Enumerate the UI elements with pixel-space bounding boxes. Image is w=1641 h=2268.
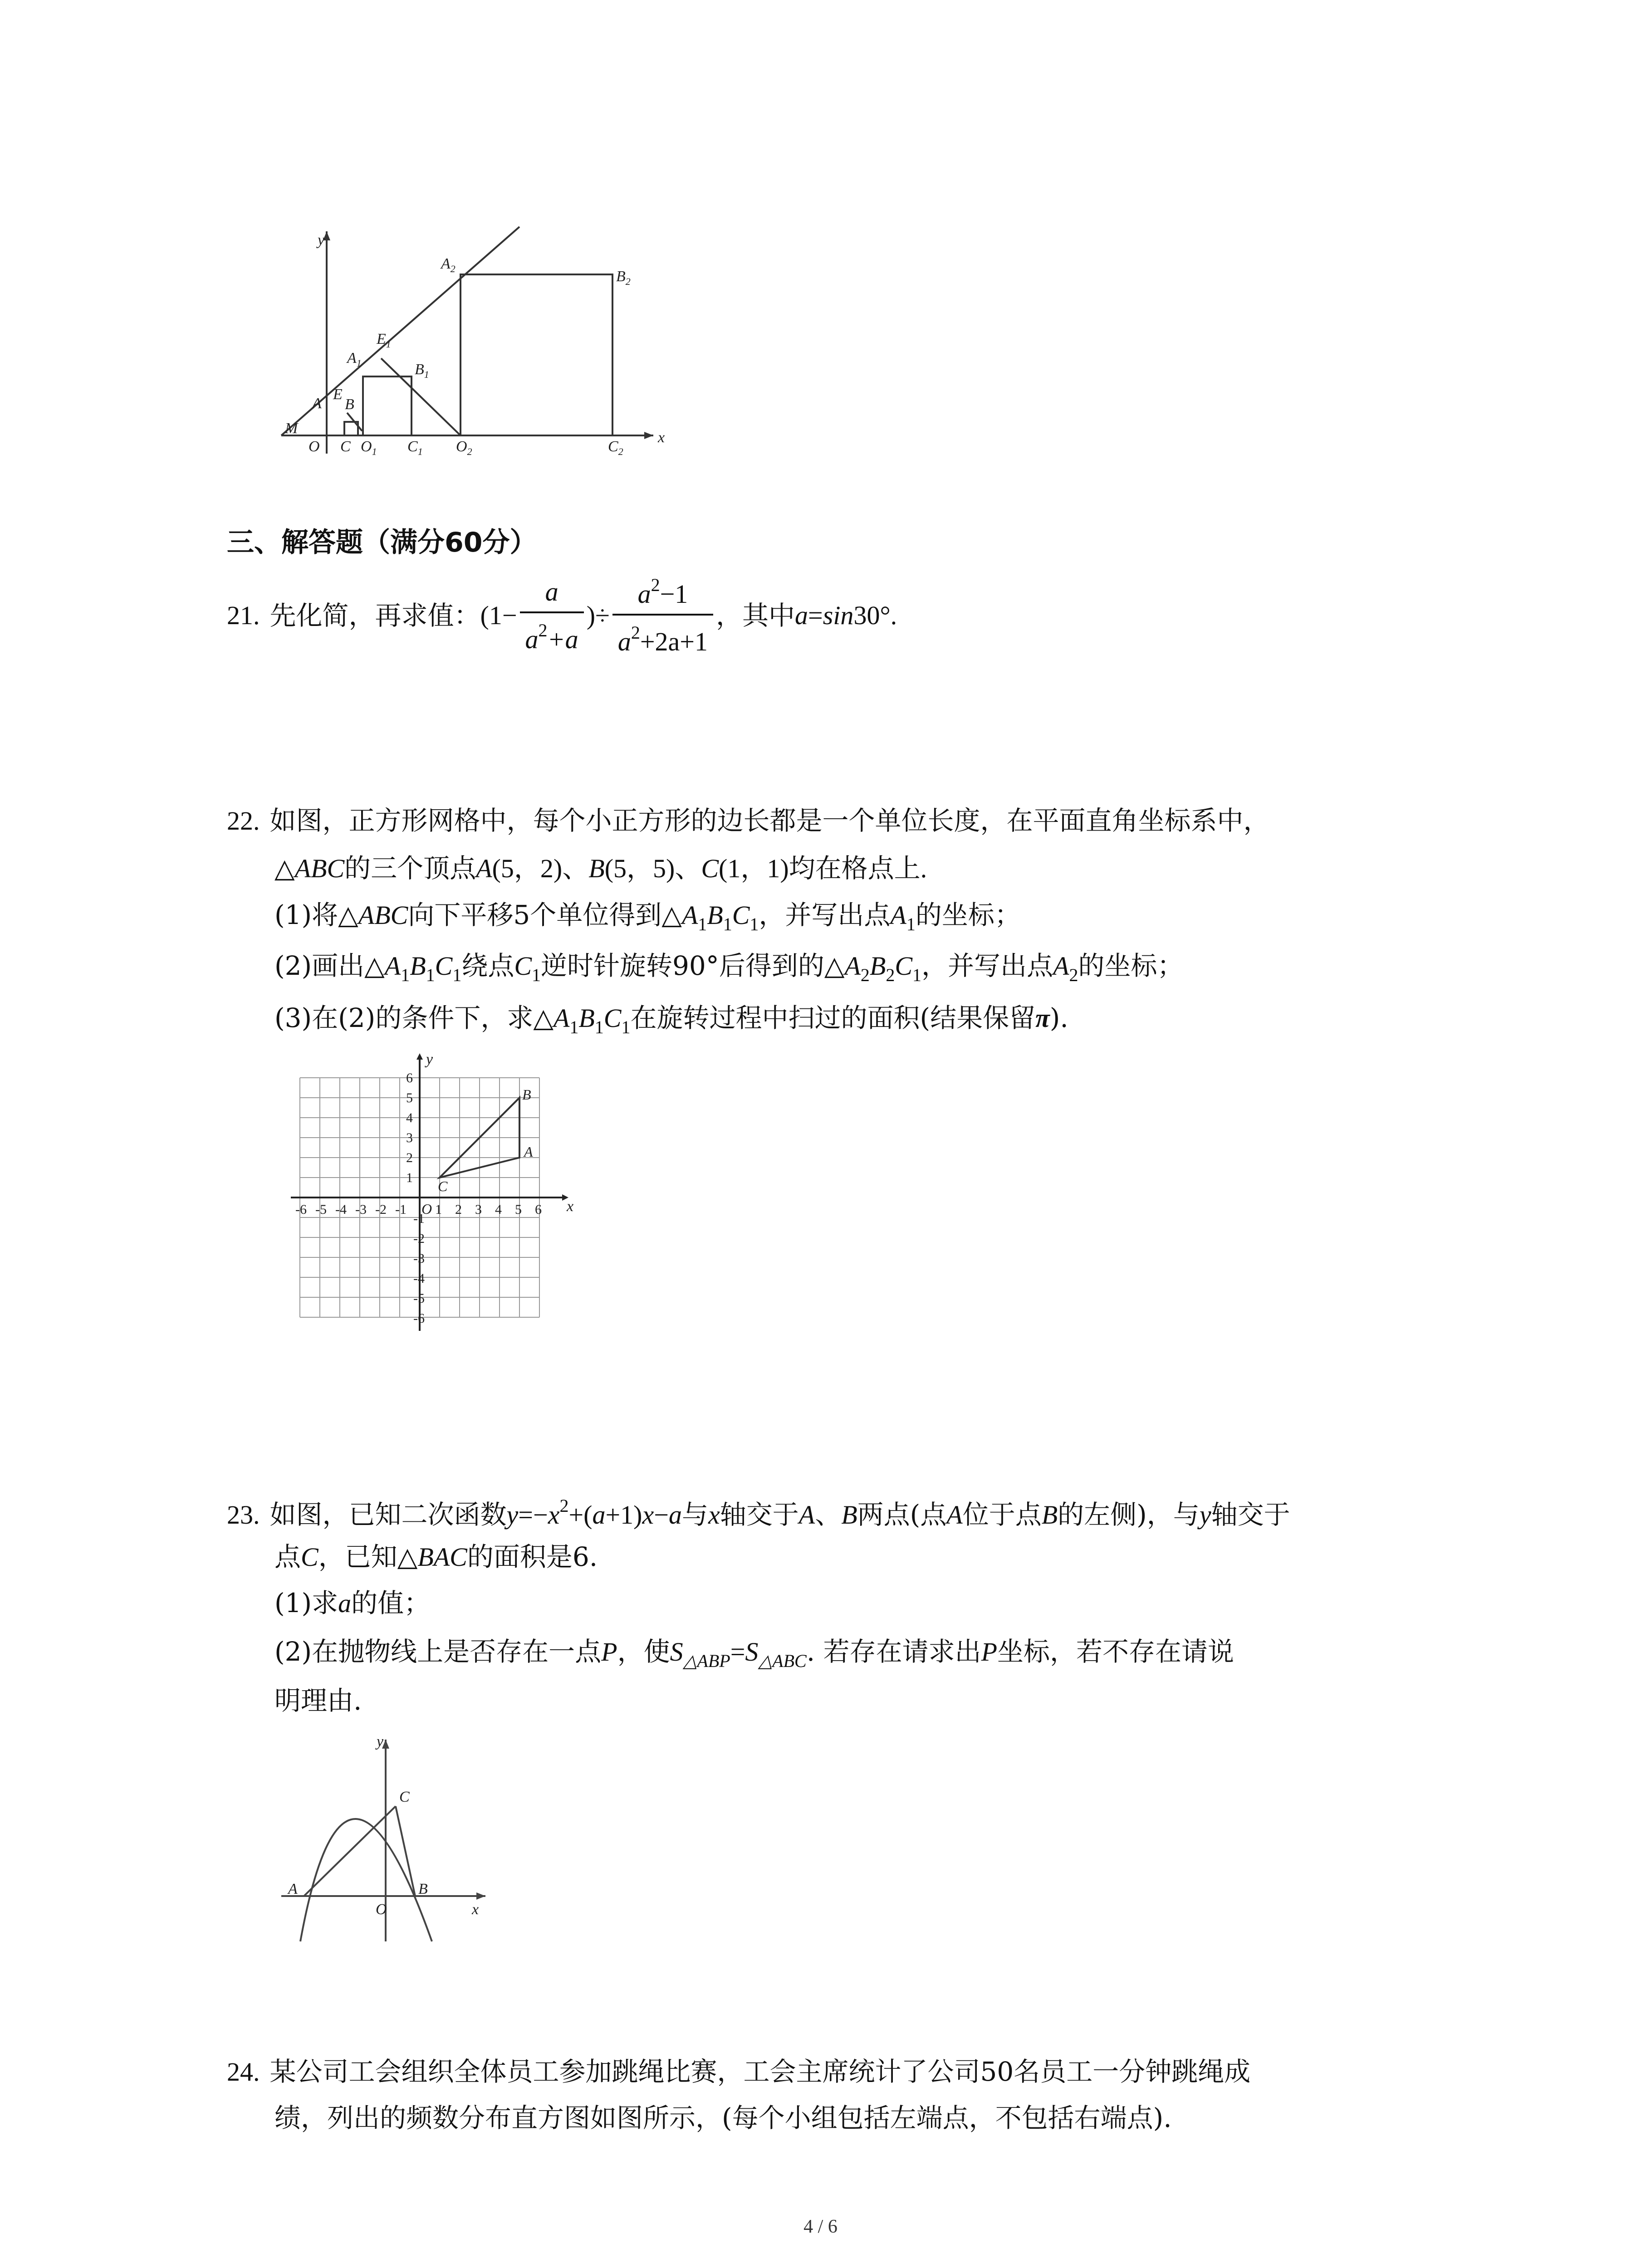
- question-23-line-1: [227, 1497, 1290, 1528]
- fraction-numerator: a: [545, 577, 558, 606]
- sub: 1: [401, 965, 410, 985]
- origin-label: O: [421, 1201, 432, 1217]
- y-axis-arrow: [416, 1053, 423, 1060]
- y-tick-label: 6: [406, 1070, 413, 1085]
- label-E: E: [333, 386, 343, 403]
- sub: 1: [698, 914, 707, 934]
- var: A: [890, 900, 906, 930]
- y-tick-label: -1: [413, 1211, 425, 1226]
- square-large: [460, 274, 612, 435]
- var: P: [981, 1637, 998, 1667]
- label-O2: $O_2$: [456, 438, 472, 457]
- var: C: [895, 951, 913, 981]
- var: A: [384, 951, 401, 981]
- x-tick-label: -5: [315, 1202, 327, 1217]
- var: BAC: [417, 1542, 467, 1572]
- var: a: [668, 1500, 682, 1530]
- fraction-1: [520, 579, 584, 653]
- tail-text: ，其中: [716, 600, 795, 631]
- label-B: B: [345, 396, 354, 413]
- question-number: 22.: [227, 806, 260, 836]
- text: (1)将△: [274, 899, 358, 930]
- question-22-line-2: [274, 855, 927, 882]
- tail-value: 30°.: [853, 601, 897, 630]
- question-22-part-2: [274, 950, 1184, 985]
- section-heading: 三、解答题（满分60分）: [227, 527, 537, 558]
- text: 的值；: [351, 1588, 431, 1618]
- text: 的面积是6.: [467, 1541, 598, 1572]
- question-22-part-3: [274, 1002, 1068, 1037]
- point-C-label: C: [438, 1178, 448, 1194]
- den-sup: 2: [631, 622, 640, 643]
- sub: △ABP: [683, 1651, 730, 1671]
- text: 位于点: [962, 1499, 1042, 1530]
- sup: 2: [559, 1496, 569, 1516]
- tail-var: a: [795, 601, 808, 630]
- x-axis-label: x: [567, 1198, 574, 1215]
- label-B: B: [418, 1881, 428, 1897]
- x-axis-label: x: [472, 1901, 479, 1918]
- coord: (1，1)均在格点上.: [719, 854, 927, 883]
- text: ).: [1049, 1002, 1068, 1033]
- square-medium: [363, 376, 411, 435]
- triangle-symbol: △: [274, 853, 295, 884]
- x-tick-label: 6: [535, 1202, 542, 1217]
- var: P: [601, 1637, 617, 1667]
- sub: 1: [723, 914, 732, 934]
- text: 、: [815, 1499, 842, 1530]
- staircase-figure: [272, 218, 681, 463]
- label-B2: $B_2$: [616, 268, 631, 287]
- sub: 1: [569, 1017, 579, 1037]
- text: 在旋转过程中扫过的面积(结果保留: [630, 1002, 1036, 1033]
- x-tick-label: -1: [395, 1202, 407, 1217]
- label-O1: $O_1$: [361, 438, 377, 457]
- point-A-label: A: [524, 1144, 533, 1160]
- fraction-2: [612, 576, 713, 655]
- var: x: [708, 1500, 720, 1530]
- text: ，并写出点: [921, 950, 1053, 981]
- var: x: [642, 1500, 654, 1530]
- var: B: [1041, 1500, 1058, 1530]
- var: A: [798, 1500, 815, 1530]
- den-rest: +2a+1: [640, 627, 708, 656]
- text: 点: [274, 1541, 301, 1572]
- sub: 2: [1069, 965, 1078, 985]
- y-tick-label: -5: [413, 1291, 425, 1306]
- y-axis-label: y: [377, 1733, 384, 1750]
- label-M: M: [285, 420, 298, 437]
- text: ，并写出点: [759, 899, 891, 930]
- text: 的左侧)，与: [1058, 1499, 1200, 1530]
- var: A: [681, 900, 698, 930]
- tail-eq: =: [808, 601, 823, 630]
- y-tick-label: 1: [406, 1170, 413, 1185]
- question-22-line-1: [227, 807, 1270, 834]
- var: C: [301, 1542, 318, 1572]
- text: (2)画出△: [274, 950, 385, 981]
- var: B: [841, 1500, 857, 1530]
- var: A: [1053, 951, 1069, 981]
- op: =−: [518, 1500, 548, 1530]
- var: y: [506, 1500, 519, 1530]
- question-23-part-1: [274, 1590, 430, 1617]
- var: ABC: [358, 900, 408, 930]
- x-tick-label: 2: [455, 1202, 462, 1217]
- var: x: [548, 1500, 560, 1530]
- y-tick-label: 5: [406, 1090, 413, 1105]
- text: 的坐标；: [915, 899, 1021, 930]
- den-rest: +a: [547, 624, 578, 654]
- parabola-figure: [272, 1728, 499, 1950]
- var: C: [514, 951, 532, 981]
- var: C: [732, 900, 750, 930]
- text: ，已知△: [318, 1541, 418, 1572]
- grid-figure: [284, 1039, 592, 1361]
- question-text: 如图，正方形网格中，每个小正方形的边长都是一个单位长度，在平面直角坐标系中，: [269, 805, 1270, 836]
- text: 与: [681, 1499, 708, 1530]
- den-var: a: [617, 627, 631, 656]
- text: 向下平移5个单位得到△: [408, 899, 682, 930]
- sub: △ABC: [758, 1651, 807, 1671]
- label-C1: $C_1$: [407, 438, 423, 457]
- var: y: [1199, 1500, 1211, 1530]
- var: A: [476, 854, 492, 883]
- text: (1)求: [274, 1588, 338, 1618]
- question-23-part-2: [274, 1638, 1234, 1670]
- label-E1: $E_1$: [377, 331, 391, 350]
- x-tick-label: 5: [515, 1202, 522, 1217]
- sub: 1: [621, 1017, 631, 1037]
- sub: 1: [912, 965, 922, 985]
- y-tick-label: -6: [413, 1311, 425, 1326]
- var: C: [603, 1003, 622, 1033]
- question-23-line-2: [274, 1541, 598, 1572]
- text: . 若存在请求出: [806, 1636, 981, 1667]
- var: B: [578, 1003, 595, 1033]
- text: 轴交于: [720, 1499, 799, 1530]
- question-21: [227, 576, 897, 655]
- y-tick-label: -3: [413, 1251, 425, 1266]
- sub: 1: [749, 914, 759, 934]
- label-C: C: [399, 1789, 410, 1805]
- coord: (5，2)、: [492, 854, 589, 883]
- op: +(: [568, 1500, 593, 1530]
- label-A: A: [312, 395, 322, 412]
- sub: 2: [886, 965, 895, 985]
- text: 的坐标；: [1078, 950, 1184, 981]
- x-tick-label: -4: [335, 1202, 347, 1217]
- x-tick-label: -6: [295, 1202, 307, 1217]
- label-A2: $A_2$: [441, 255, 456, 274]
- den-var: a: [525, 624, 539, 654]
- question-number: 24.: [227, 2057, 260, 2087]
- text: ，使: [617, 1636, 670, 1667]
- var: A: [946, 1500, 963, 1530]
- x-tick-label: 1: [435, 1202, 442, 1217]
- var: ABC: [294, 854, 345, 883]
- question-text: 某公司工会组织全体员工参加跳绳比赛，工会主席统计了公司50名员工一分钟跳绳成: [269, 2056, 1251, 2087]
- question-24-line-1: [227, 2058, 1250, 2085]
- page-number: 4 / 6: [803, 2216, 838, 2237]
- text: 明理由.: [274, 1685, 362, 1716]
- y-tick-label: -4: [413, 1271, 425, 1286]
- den-sup: 2: [538, 620, 548, 640]
- text: (3)在(2)的条件下，求△: [274, 1002, 554, 1033]
- var: a: [338, 1589, 352, 1618]
- pi-symbol: π: [1035, 1003, 1050, 1033]
- var: C: [701, 854, 719, 883]
- tail-sin: sin: [823, 601, 854, 630]
- var: B: [707, 900, 723, 930]
- y-tick-label: -2: [413, 1231, 425, 1246]
- text: 轴交于: [1211, 1499, 1290, 1530]
- text: 逆时针旋转90°后得到的△: [541, 950, 845, 981]
- num-rest: −1: [660, 579, 688, 609]
- sub: 1: [532, 965, 541, 985]
- y-tick-label: 2: [406, 1150, 413, 1165]
- text: (2)在抛物线上是否存在一点: [274, 1636, 602, 1667]
- question-lead: 先化简，再求值：: [269, 600, 480, 631]
- question-24-line-2: [274, 2102, 1172, 2133]
- segment-CB: [396, 1806, 415, 1896]
- question-text: 绩，列出的频数分布直方图如图所示，(每个小组包括左端点，不包括右端点).: [274, 2102, 1172, 2133]
- x-tick-label: 4: [495, 1202, 502, 1217]
- label-C2: $C_2$: [608, 438, 623, 457]
- x-axis-label: x: [658, 429, 665, 446]
- question-22-part-1: [274, 899, 1021, 934]
- y-tick-label: 3: [406, 1130, 413, 1145]
- y-axis-label: y: [426, 1051, 433, 1068]
- question-number: 23.: [227, 1500, 260, 1530]
- label-B1: $B_1$: [415, 361, 429, 380]
- var: B: [588, 854, 605, 883]
- expr-close: )÷: [586, 601, 610, 630]
- y-axis-label: y: [318, 232, 325, 249]
- origin-label: O: [376, 1901, 387, 1918]
- x-tick-label: -3: [355, 1202, 367, 1217]
- var: A: [553, 1003, 570, 1033]
- expr-open: (1−: [480, 601, 517, 630]
- var: S: [745, 1637, 759, 1667]
- op: =: [730, 1637, 745, 1667]
- sub: 1: [426, 965, 435, 985]
- num-var: a: [637, 579, 651, 609]
- question-23-part-2-cont: [274, 1687, 362, 1714]
- label-O: O: [309, 438, 320, 455]
- var: S: [670, 1637, 683, 1667]
- label-C: C: [340, 438, 351, 455]
- x-tick-label: 3: [475, 1202, 482, 1217]
- text: 坐标，若不存在请说: [997, 1636, 1234, 1667]
- var: a: [592, 1500, 606, 1530]
- sub: 1: [906, 914, 916, 934]
- op: +1): [605, 1500, 642, 1530]
- x-tick-label: -2: [375, 1202, 387, 1217]
- sub: 2: [860, 965, 870, 985]
- y-tick-label: 4: [406, 1110, 413, 1125]
- point-B-label: B: [522, 1086, 531, 1103]
- question-number: 21.: [227, 601, 260, 630]
- text: 绕点: [461, 950, 514, 981]
- var: B: [869, 951, 886, 981]
- var: B: [410, 951, 426, 981]
- text: 两点(点: [857, 1499, 947, 1530]
- op: −: [654, 1500, 669, 1530]
- label-A: A: [288, 1881, 298, 1897]
- sub: 1: [594, 1017, 604, 1037]
- var: A: [844, 951, 861, 981]
- num-sup: 2: [651, 575, 660, 595]
- coord: (5，5)、: [604, 854, 701, 883]
- label-A1: $A_1$: [347, 350, 362, 369]
- sub: 1: [452, 965, 462, 985]
- text: 如图，已知二次函数: [269, 1499, 507, 1530]
- var: C: [435, 951, 453, 981]
- text: 的三个顶点: [344, 853, 476, 884]
